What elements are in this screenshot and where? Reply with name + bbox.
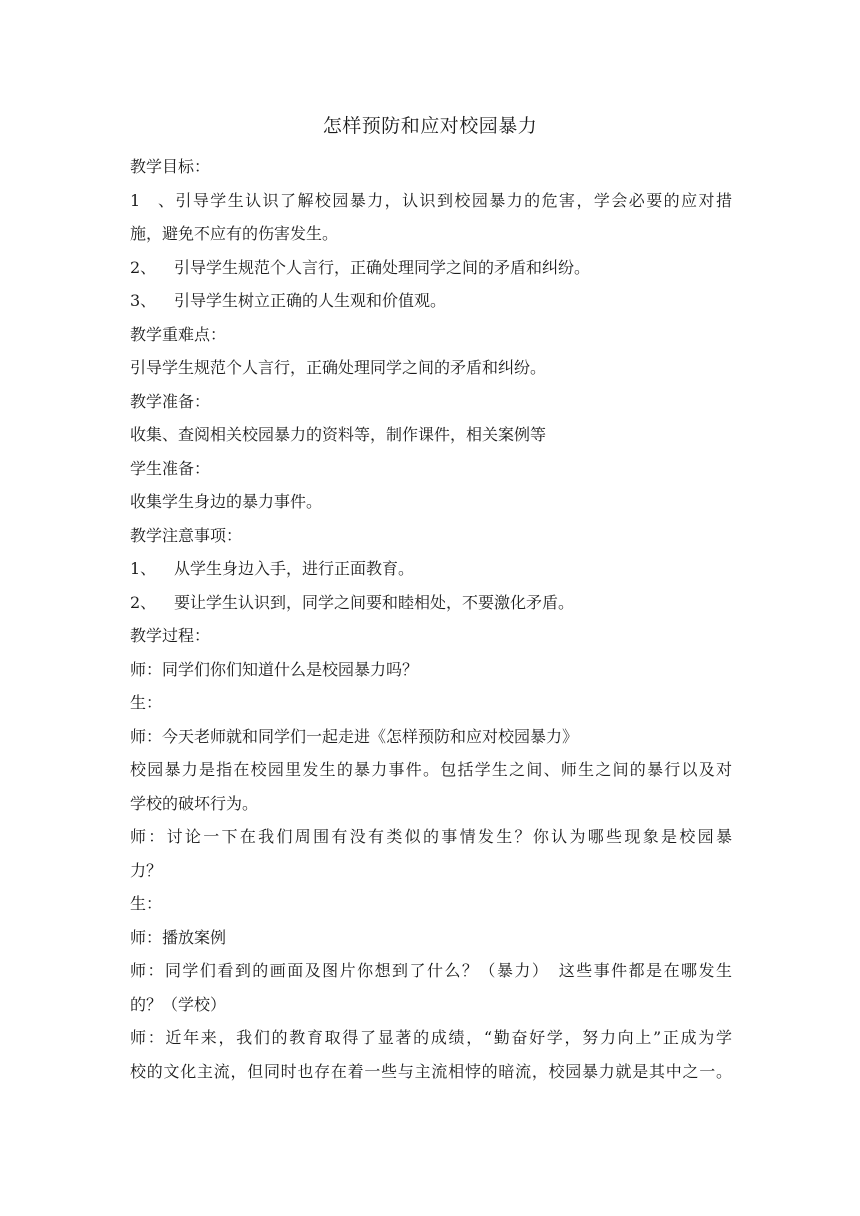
goal-3-number: 3、 — [130, 291, 157, 310]
key-points-text: 引导学生规范个人言行，正确处理同学之间的矛盾和纠纷。 — [130, 358, 547, 377]
document-body — [130, 150, 732, 1088]
process-paragraph-3: 师：今天老师就和同学们一起走进《怎样预防和应对校园暴力》 — [130, 726, 579, 746]
process-paragraph-1: 师：同学们你们知道什么是校园暴力吗？ — [130, 659, 419, 679]
process-paragraph-8-line-1: 师：同学们看到的画面及图片你想到了什么？（暴力） 这些事件都是在哪发生 — [130, 961, 732, 980]
goal-1-text: 引导学生认识了解校园暴力，认识到校园暴力的危害，学会必要的应对措 — [174, 190, 732, 210]
process-paragraph-9-line-1: 师：近年来，我们的教育取得了显著的成绩，“勤奋好学，努力向上”正成为学 — [130, 1028, 732, 1047]
goal-1-number: 1、 — [130, 190, 174, 210]
process-paragraph-9-line-2: 校的文化主流，但同时也存在着一些与主流相悖的暗流，校园暴力就是其中之一。 — [130, 1061, 732, 1081]
teacher-prep-heading: 教学准备： — [130, 391, 211, 411]
student-prep-heading: 学生准备： — [130, 458, 211, 478]
note-1 — [130, 552, 732, 586]
goal-1-line-2: 施，避免不应有的伤害发生。 — [130, 224, 339, 243]
goal-3 — [130, 284, 732, 318]
process-paragraph-5-line-1: 师：讨论一下在我们周围有没有类似的事情发生？你认为哪些现象是校园暴 — [130, 827, 732, 846]
process-paragraph-4-line-1: 校园暴力是指在校园里发生的暴力事件。包括学生之间、师生之间的暴行以及对 — [130, 760, 732, 779]
goals-heading: 教学目标： — [130, 157, 211, 176]
key-points-heading: 教学重难点： — [130, 324, 227, 344]
goal-2 — [130, 251, 732, 285]
document-title: 怎样预防和应对校园暴力 — [322, 115, 538, 137]
note-1-text: 从学生身边入手，进行正面教育。 — [174, 559, 415, 578]
process-paragraph-6: 生： — [130, 894, 163, 913]
process-heading: 教学过程： — [130, 626, 211, 645]
note-2-number: 2、 — [130, 592, 157, 612]
note-2-text: 要让学生认识到，同学之间要和睦相处，不要激化矛盾。 — [174, 592, 575, 612]
note-1-number: 1、 — [130, 559, 157, 578]
process-paragraph-5-line-2: 力？ — [130, 860, 163, 880]
process-paragraph-2: 生： — [130, 693, 163, 712]
process-paragraph-4-line-2: 学校的破坏行为。 — [130, 793, 259, 813]
goal-2-text: 引导学生规范个人言行，正确处理同学之间的矛盾和纠纷。 — [174, 257, 591, 277]
notes-heading: 教学注意事项： — [130, 525, 243, 545]
student-prep-text: 收集学生身边的暴力事件。 — [130, 492, 323, 511]
note-2 — [130, 586, 732, 620]
process-paragraph-7: 师：播放案例 — [130, 927, 227, 947]
process-paragraph-8-line-2: 的？（学校） — [130, 994, 227, 1014]
goal-2-number: 2、 — [130, 257, 157, 277]
goal-3-text: 引导学生树立正确的人生观和价值观。 — [174, 291, 447, 310]
goal-1-line-1 — [130, 184, 732, 218]
teacher-prep-text: 收集、查阅相关校园暴力的资料等，制作课件，相关案例等 — [130, 425, 547, 444]
